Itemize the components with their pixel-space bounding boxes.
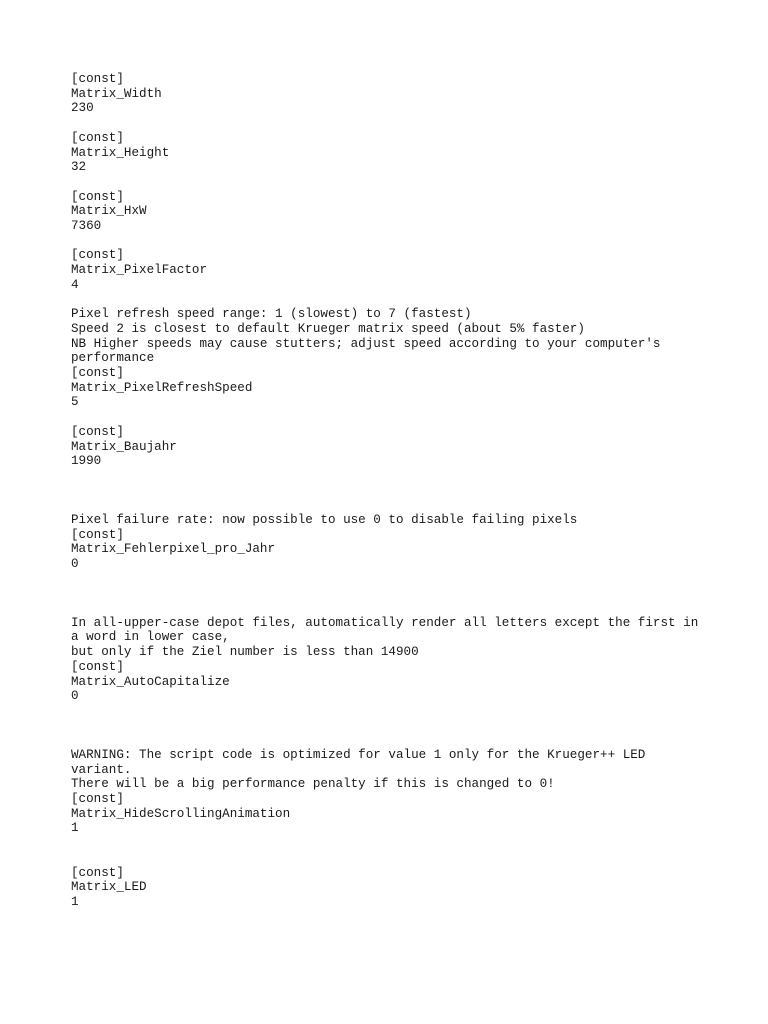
const-value: 5 <box>71 395 79 410</box>
warning-line: WARNING: The script code is optimized for value 1 only for the Krueger++ LED variant. <box>71 747 653 777</box>
const-name: Matrix_PixelFactor <box>71 263 208 278</box>
const-keyword: [const] <box>71 527 124 542</box>
const-keyword: [const] <box>71 424 124 439</box>
const-name: Matrix_LED <box>71 880 147 895</box>
const-name: Matrix_HxW <box>71 204 147 219</box>
const-keyword: [const] <box>71 659 124 674</box>
comment-line: NB Higher speeds may cause stutters; adjust speed according to your computer's performance <box>71 336 669 366</box>
const-value: 1990 <box>71 454 102 469</box>
const-keyword: [const] <box>71 189 124 204</box>
const-name: Matrix_Height <box>71 145 170 160</box>
comment-line: Speed 2 is closest to default Krueger matrix speed (about 5% faster) <box>71 321 585 336</box>
const-keyword: [const] <box>71 72 124 86</box>
const-keyword: [const] <box>71 792 124 807</box>
warning-line: There will be a big performance penalty if this is changed to 0! <box>71 777 555 792</box>
const-value: 4 <box>71 277 79 292</box>
const-value: 230 <box>71 101 94 116</box>
const-value: 0 <box>71 557 79 572</box>
const-value: 1 <box>71 894 79 909</box>
const-name: Matrix_AutoCapitalize <box>71 674 230 689</box>
comment-line: Pixel failure rate: now possible to use 0 to disable failing pixels <box>71 512 578 527</box>
comment-line: but only if the Ziel number is less than 14900 <box>71 645 419 660</box>
const-keyword: [const] <box>71 366 124 380</box>
const-name: Matrix_Width <box>71 86 162 101</box>
comment-line: Pixel refresh speed range: 1 (slowest) to 7 (fastest) <box>71 307 472 322</box>
const-keyword: [const] <box>71 248 124 263</box>
const-keyword: [const] <box>71 130 124 145</box>
const-name: Matrix_HideScrollingAnimation <box>71 806 291 821</box>
const-name: Matrix_Baujahr <box>71 439 177 454</box>
const-value: 7360 <box>71 219 102 233</box>
config-document <box>71 72 711 910</box>
const-value: 0 <box>71 689 79 704</box>
const-value: 32 <box>71 160 87 175</box>
comment-line: In all-upper-case depot files, automatically render all letters except the first in a word in lower case, <box>71 615 706 645</box>
const-keyword: [const] <box>71 865 124 880</box>
const-value: 1 <box>71 821 79 836</box>
const-name: Matrix_PixelRefreshSpeed <box>71 380 253 395</box>
const-name: Matrix_Fehlerpixel_pro_Jahr <box>71 542 276 557</box>
